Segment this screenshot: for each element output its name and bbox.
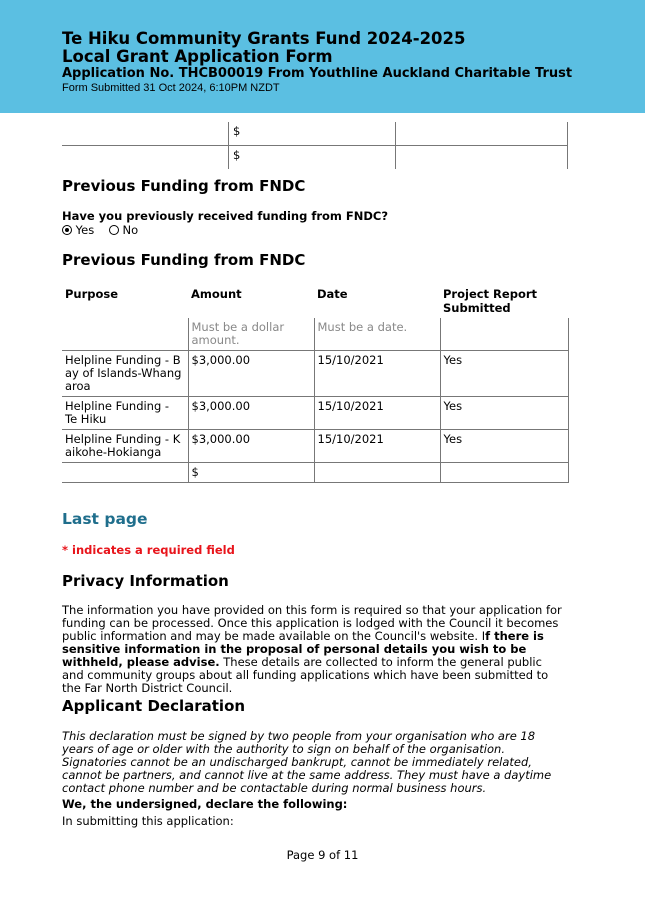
yes-radio[interactable] xyxy=(62,225,72,235)
column-header: Amount xyxy=(191,287,242,301)
amount-cell: $3,000.00 xyxy=(188,430,314,463)
section-heading: Previous Funding from FNDC xyxy=(62,177,306,195)
section-heading: Previous Funding from FNDC xyxy=(62,251,306,269)
privacy-heading: Privacy Information xyxy=(62,572,229,590)
date-cell: 15/10/2021 xyxy=(314,430,440,463)
table-row xyxy=(62,351,568,397)
date-hint: Must be a date. xyxy=(314,318,440,351)
submission-date: Form Submitted 31 Oct 2024, 6:10PM NZDT xyxy=(62,82,280,94)
date-cell: 15/10/2021 xyxy=(314,351,440,397)
previous-funding-table xyxy=(62,287,569,483)
declaration-statement: We, the undersigned, declare the following: xyxy=(62,797,348,811)
report-cell: Yes xyxy=(440,351,568,397)
table-row xyxy=(62,430,568,463)
last-page-heading: Last page xyxy=(62,510,148,528)
no-label: No xyxy=(122,223,139,237)
form-header xyxy=(0,0,645,113)
purpose-cell: Helpline Funding - Kaikohe-Hokianga xyxy=(62,430,188,463)
date-cell: 15/10/2021 xyxy=(314,397,440,430)
form-title: Te Hiku Community Grants Fund 2024-2025 xyxy=(62,29,466,48)
required-note: * indicates a required field xyxy=(62,543,235,557)
hint-row xyxy=(62,318,568,351)
privacy-text: The information you have provided on this form is required so that your application for funding can be processed. Once this application is lodged with the Council it becomes public information and may be made available on the Council's website. If there is sensitive information in the proposal of personal details you wish to be withheld, please advise. These details are collected to inform the general public and community groups about all funding applications which have been submitted to the Far North District Council. xyxy=(62,603,562,695)
purpose-cell: Helpline Funding - Bay of Islands-Whangaroa xyxy=(62,351,188,397)
amount-cell: $ xyxy=(229,122,396,146)
table-row xyxy=(62,463,568,483)
purpose-cell: Helpline Funding - Te Hiku xyxy=(62,397,188,430)
report-cell: Yes xyxy=(440,430,568,463)
declaration-heading: Applicant Declaration xyxy=(62,697,246,715)
declaration-text: This declaration must be signed by two people from your organisation who are 18 years of age or older with the authority to sign on behalf of the organisation. Signatories cannot be an undischarged bankrupt, cannot be immediately related, cannot be partners, and cannot live at the same address. They must have a daytime contact phone number and be contactable during normal business hours. xyxy=(62,729,552,795)
table-row xyxy=(62,397,568,430)
amount-hint: Must be a dollar amount. xyxy=(188,318,314,351)
amount-cell: $ xyxy=(229,146,396,170)
amount-cell: $3,000.00 xyxy=(188,351,314,397)
no-radio[interactable] xyxy=(109,225,119,235)
column-header: Project Report Submitted xyxy=(443,287,538,315)
column-header: Purpose xyxy=(65,287,119,301)
declaration-intro: In submitting this application: xyxy=(62,814,234,828)
amount-cell: $ xyxy=(188,463,314,483)
funding-radio-group xyxy=(62,223,138,237)
yes-label: Yes xyxy=(75,223,95,237)
budget-table-continued xyxy=(62,122,568,169)
amount-cell: $3,000.00 xyxy=(188,397,314,430)
application-number: Application No. THCB00019 From Youthline Auckland Charitable Trust xyxy=(62,66,573,81)
page-number: Page 9 of 11 xyxy=(286,848,359,862)
table-header-row xyxy=(62,287,568,318)
funding-question: Have you previously received funding from FNDC? xyxy=(62,209,389,223)
column-header: Date xyxy=(317,287,348,301)
report-cell: Yes xyxy=(440,397,568,430)
form-subtitle: Local Grant Application Form xyxy=(62,47,333,66)
